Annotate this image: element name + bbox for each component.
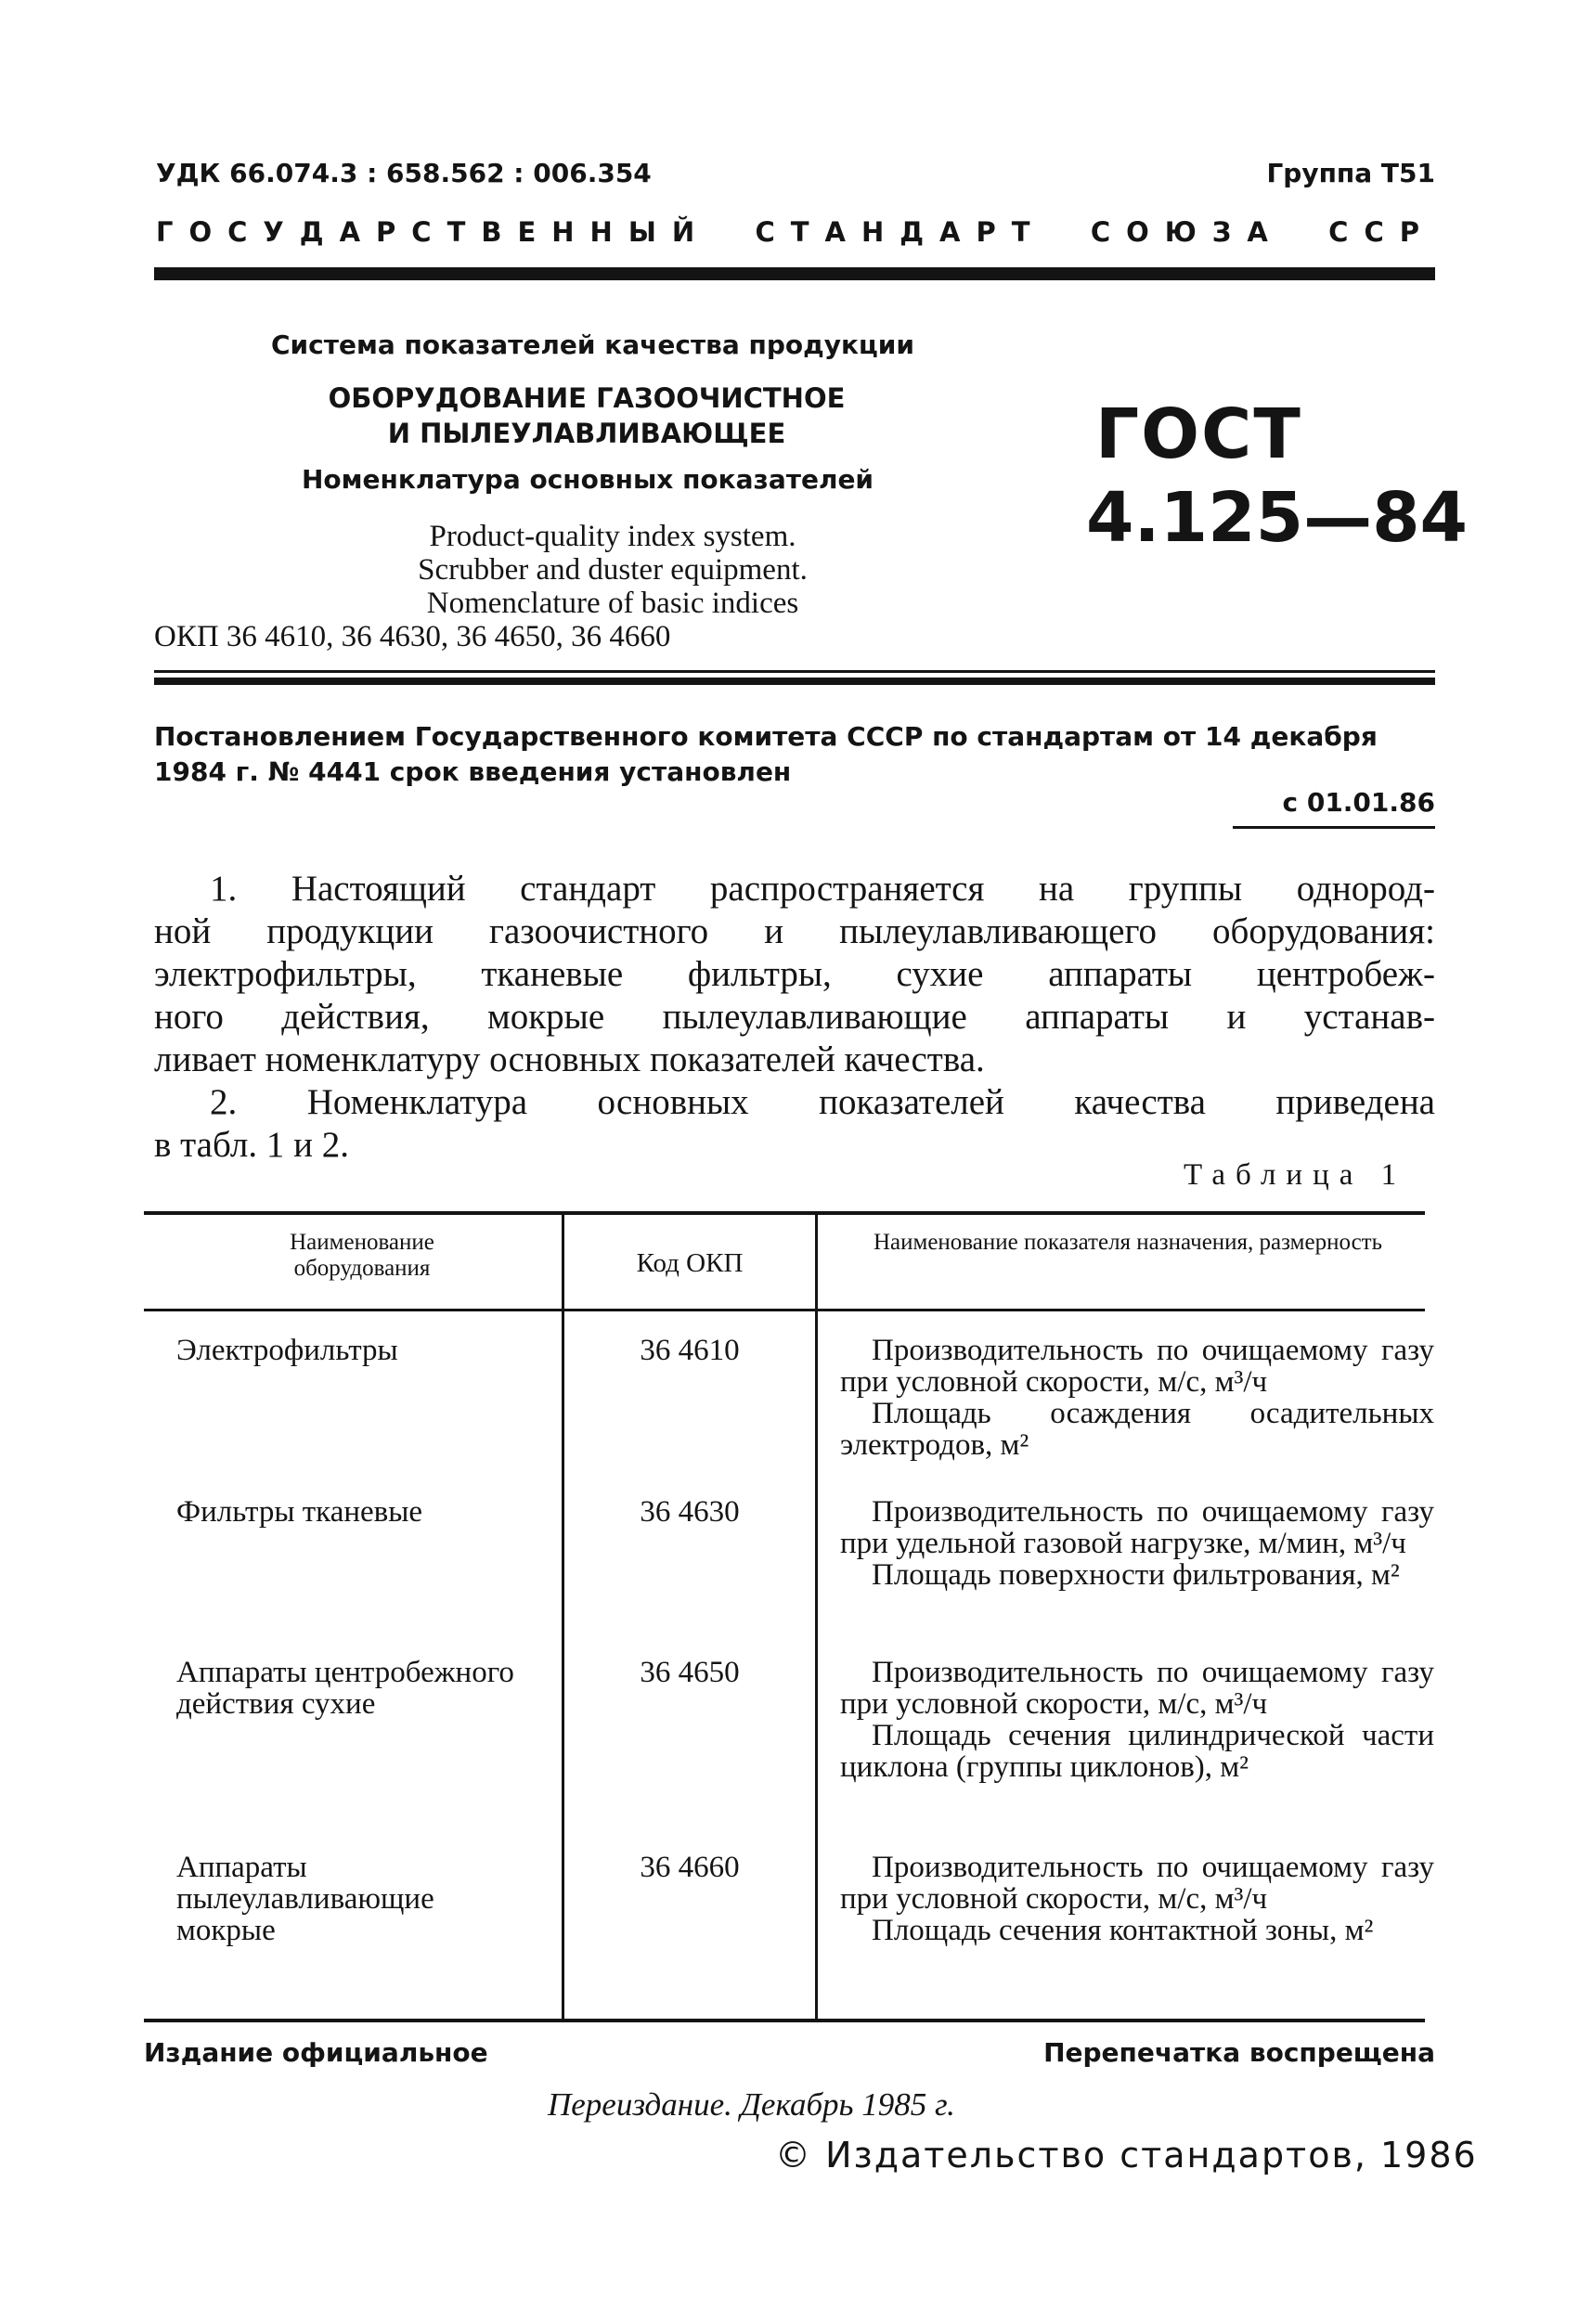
banner-word: СТАНДАРТ <box>755 216 1046 248</box>
table-row-equipment: Фильтры тканевые <box>176 1495 423 1529</box>
table-row-indicators <box>840 1335 1434 1461</box>
reissue-note: Переиздание. Декабрь 1985 г. <box>548 2086 955 2123</box>
english-title-line: Product-quality index system. <box>429 520 796 553</box>
paragraph-1-line: ливает номенклатуру основных показателей качества. <box>154 1039 985 1079</box>
system-title: Система показателей качества продукции <box>271 329 915 360</box>
gost-number: 4.125—84 <box>1086 478 1469 558</box>
table-row-indicators <box>840 1496 1434 1591</box>
date-underline <box>1233 826 1435 829</box>
equipment-title-line: И ПЫЛЕУЛАВЛИВАЮЩЕЕ <box>387 418 786 449</box>
banner-word: ГОСУДАРСТВЕННЫЙ <box>156 216 711 248</box>
header-rule <box>154 267 1435 280</box>
indicator-text: Площадь сечения контактной зоны, м² <box>872 1914 1374 1947</box>
paragraph-2-line: в табл. 1 и 2. <box>154 1125 349 1165</box>
english-title-line: Nomenclature of basic indices <box>426 587 799 620</box>
indicator-text: Площадь осаждения осадительных электродов, м² <box>840 1397 1434 1462</box>
reprint-prohibited: Перепечатка воспрещена <box>1043 2037 1435 2068</box>
indicator-text: Производительность по очищаемому газу при условной скорости, м/с, м³/ч <box>840 1656 1434 1721</box>
group-code: Группа Т51 <box>1266 158 1435 188</box>
okp-codes: ОКП 36 4610, 36 4630, 36 4650, 36 4660 <box>154 620 671 653</box>
nomenclature-title: Номенклатура основных показателей <box>302 464 874 495</box>
indicator-text: Площадь поверхности фильтрования, м² <box>872 1558 1400 1592</box>
paragraph-2-line: 2. Номенклатура основных показателей качества приведена <box>210 1082 1435 1122</box>
paragraph-1-line: 1. Настоящий стандарт распространяется на группы однород- <box>210 869 1435 909</box>
table-header-equipment: Наименование оборудования <box>290 1230 434 1281</box>
equipment-title <box>271 381 902 451</box>
state-standard-banner <box>156 216 1435 248</box>
table-header-code: Код ОКП <box>636 1248 744 1278</box>
table-row-equipment: Аппараты пылеулавливающие мокрые <box>176 1851 434 1947</box>
udk-code: УДК 66.074.3 : 658.562 : 006.354 <box>156 158 652 188</box>
english-title-line: Scrubber and duster equipment. <box>418 553 808 587</box>
indicator-text: Производительность по очищаемому газу при условной скорости, м/с, м³/ч <box>840 1334 1434 1399</box>
equipment-title-line: ОБОРУДОВАНИЕ ГАЗООЧИСТНОЕ <box>328 382 846 414</box>
decree-text: Постановлением Государственного комитета СССР по стандартам от 14 декабря 1984 г. № 4441 срок введения установлен <box>154 721 1378 787</box>
table-bottom-rule <box>144 2019 1425 2022</box>
table-row-code: 36 4650 <box>640 1656 740 1689</box>
copyright: © Издательство стандартов, 1986 <box>775 2135 1478 2176</box>
table-header-indicator: Наименование показателя назначения, размерность <box>873 1230 1383 1255</box>
banner-word: СОЮЗА <box>1090 216 1284 248</box>
table-top-rule <box>144 1211 1425 1215</box>
table-row-indicators <box>840 1852 1434 1946</box>
paragraph-1-line: электрофильтры, тканевые фильтры, сухие аппараты центробеж- <box>154 954 1435 994</box>
indicator-text: Производительность по очищаемому газу при удельной газовой нагрузке, м/мин, м³/ч <box>840 1495 1434 1560</box>
table-column-divider <box>562 1211 564 2019</box>
table-row-code: 36 4630 <box>640 1495 740 1529</box>
effective-date: с 01.01.86 <box>1282 787 1435 818</box>
title-rule-thin <box>154 670 1435 673</box>
title-rule-thick <box>154 678 1435 685</box>
paragraph-1-line: ной продукции газоочистного и пылеулавливающего оборудования: <box>154 911 1435 951</box>
table-row-indicators <box>840 1657 1434 1783</box>
table-label: Таблица 1 <box>1184 1158 1407 1192</box>
english-title <box>362 520 863 620</box>
table-row-code: 36 4660 <box>640 1851 740 1884</box>
table-header-rule <box>144 1309 1425 1311</box>
table-row-equipment: Электрофильтры <box>176 1334 398 1367</box>
table-row-equipment: Аппараты центробежного действия сухие <box>176 1656 514 1721</box>
indicator-text: Производительность по очищаемому газу при условной скорости, м/с, м³/ч <box>840 1851 1434 1916</box>
paragraph-1-line: ного действия, мокрые пылеулавливающие аппараты и устанав- <box>154 997 1435 1037</box>
table-column-divider <box>815 1211 818 2019</box>
banner-word: ССР <box>1328 216 1435 248</box>
official-edition: Издание официальное <box>144 2037 488 2068</box>
table-row-code: 36 4610 <box>640 1334 740 1367</box>
indicator-text: Площадь сечения цилиндрической части циклона (группы циклонов), м² <box>840 1719 1434 1784</box>
gost-label: ГОСТ <box>1095 394 1302 474</box>
